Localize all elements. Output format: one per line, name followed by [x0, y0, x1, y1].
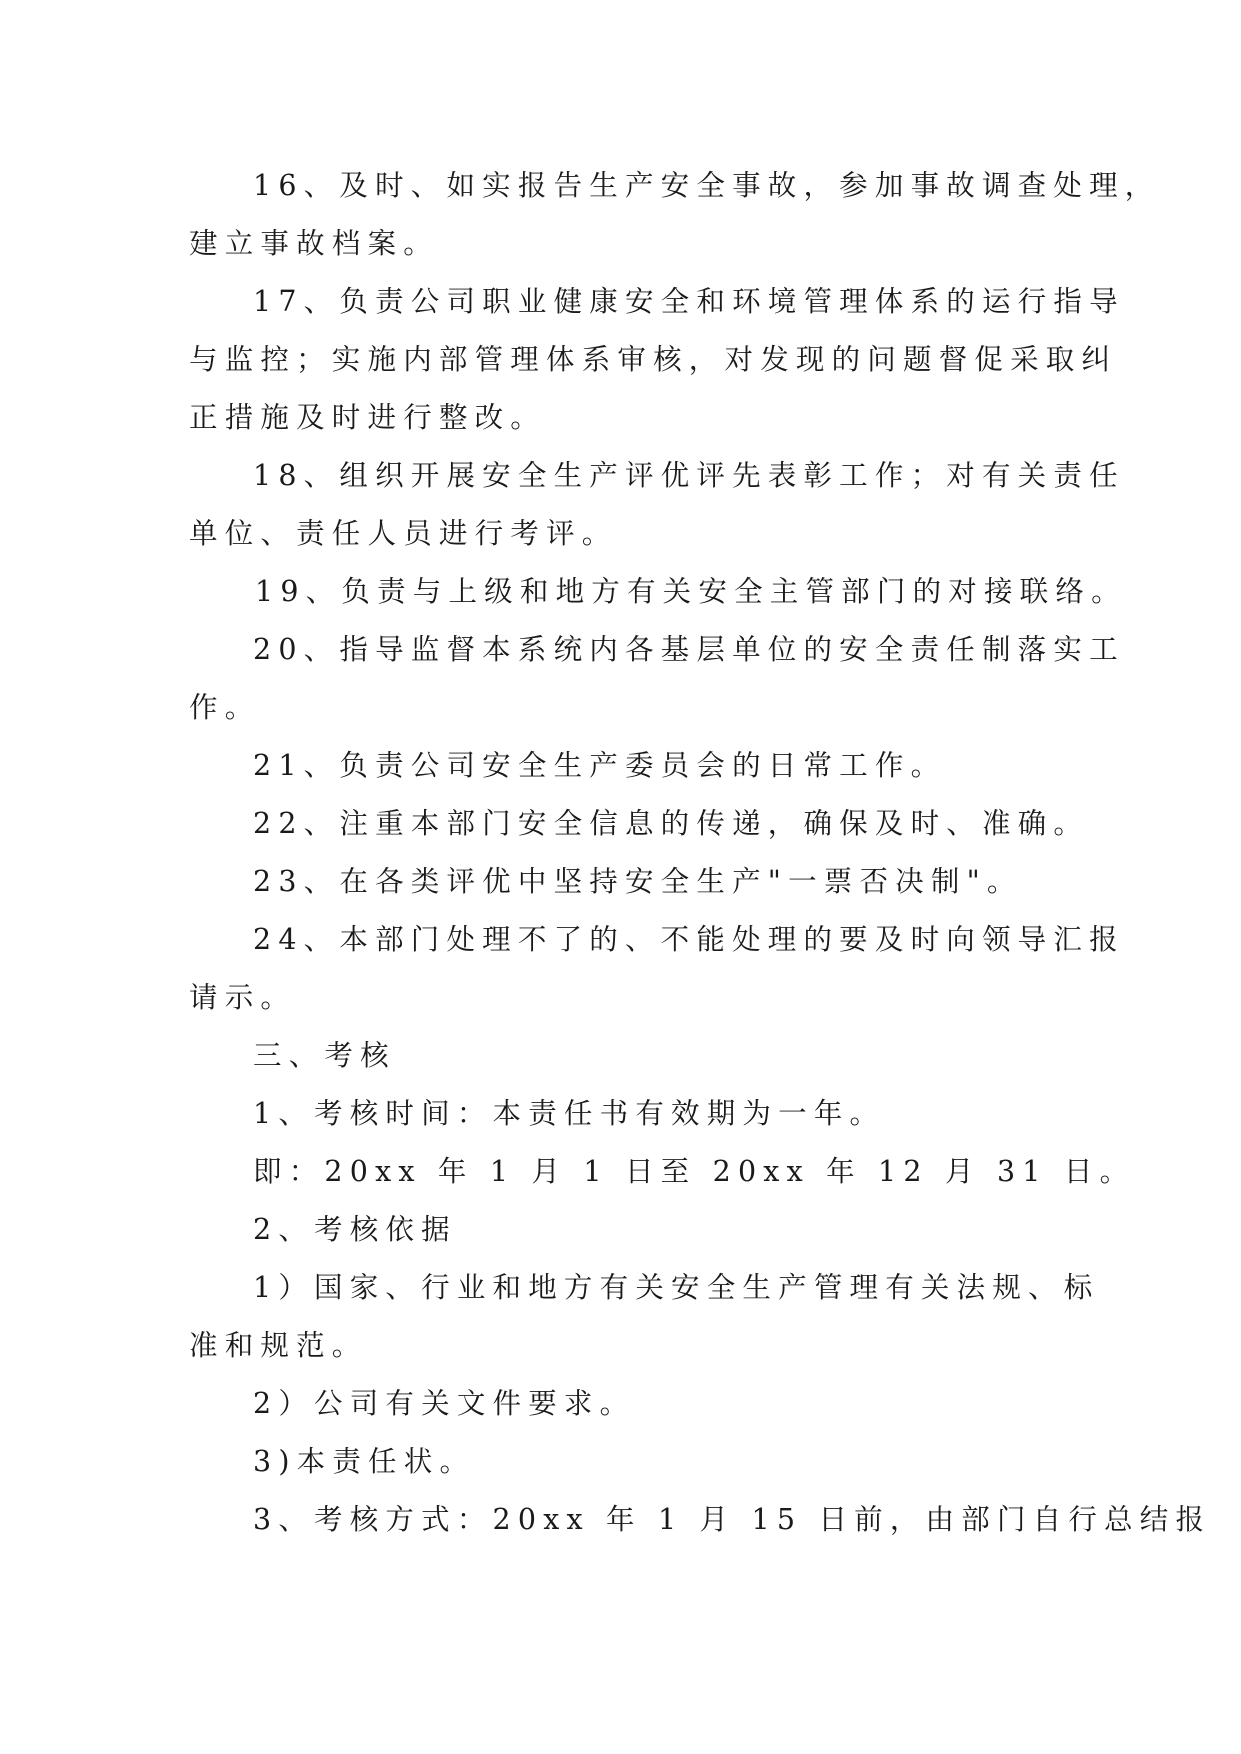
paragraph-23: 23、在各类评优中坚持安全生产"一票否决制"。 [253, 865, 1023, 898]
paragraph-18-line-1: 18、组织开展安全生产评优评先表彰工作；对有关责任 [253, 459, 1125, 492]
paragraph-20-line-1: 20、指导监督本系统内各基层单位的安全责任制落实工 [253, 633, 1125, 666]
assessment-method: 3、考核方式：20xx 年 1 月 15 日前，由部门自行总结报 [253, 1503, 1212, 1536]
paragraph-18-line-2: 单位、责任人员进行考评。 [189, 517, 618, 550]
paragraph-16-line-1: 16、及时、如实报告生产安全事故，参加事故调查处理， [253, 169, 1161, 202]
paragraph-22: 22、注重本部门安全信息的传递，确保及时、准确。 [253, 807, 1090, 840]
assessment-period: 即：20xx 年 1 月 1 日至 20xx 年 12 月 31 日。 [253, 1155, 1136, 1188]
paragraph-24-line-2: 请示。 [189, 981, 297, 1014]
assessment-time: 1、考核时间：本责任书有效期为一年。 [253, 1097, 886, 1130]
section-heading-assessment: 三、考核 [253, 1039, 396, 1072]
basis-item-2: 2）公司有关文件要求。 [253, 1387, 636, 1420]
paragraph-16-line-2: 建立事故档案。 [189, 227, 439, 260]
assessment-basis-heading: 2、考核依据 [253, 1213, 457, 1246]
paragraph-17-line-1: 17、负责公司职业健康安全和环境管理体系的运行指导 [253, 285, 1125, 318]
basis-item-1-line-1: 1）国家、行业和地方有关安全生产管理有关法规、标 [253, 1271, 1100, 1304]
paragraph-17-line-2: 与监控；实施内部管理体系审核，对发现的问题督促采取纠 [189, 343, 1118, 376]
paragraph-24-line-1: 24、本部门处理不了的、不能处理的要及时向领导汇报 [253, 923, 1125, 956]
basis-item-1-line-2: 准和规范。 [189, 1329, 368, 1362]
basis-item-3: 3)本责任状。 [253, 1445, 476, 1478]
paragraph-20-line-2: 作。 [189, 691, 261, 724]
paragraph-21: 21、负责公司安全生产委员会的日常工作。 [253, 749, 947, 782]
paragraph-19: 19、负责与上级和地方有关安全主管部门的对接联络。 [255, 575, 1127, 608]
paragraph-17-line-3: 正措施及时进行整改。 [189, 401, 547, 434]
